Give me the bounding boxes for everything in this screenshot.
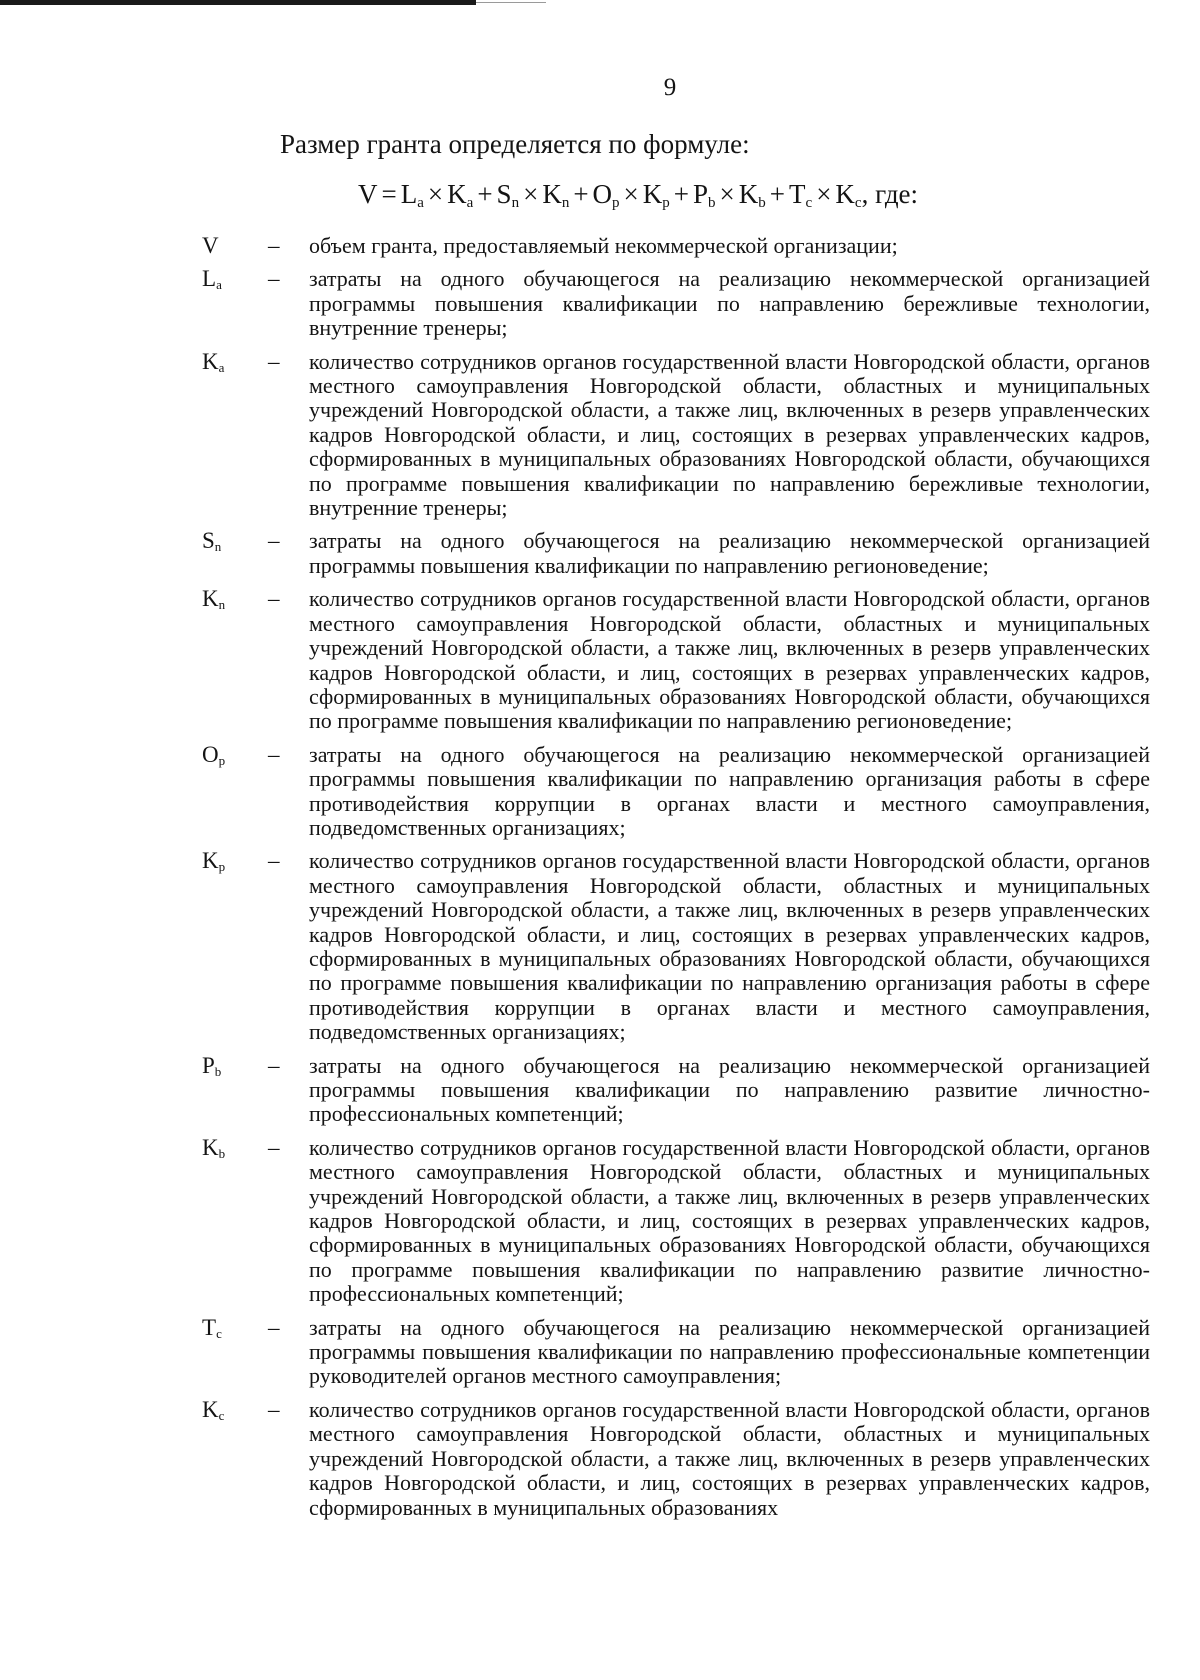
formula-operator: × xyxy=(427,179,444,209)
formula-operator: = xyxy=(381,179,397,209)
definition-symbol: $K_n$ xyxy=(202,586,226,613)
formula-term: S xyxy=(496,179,512,209)
definition-item xyxy=(0,529,1200,578)
formula-term: P xyxy=(693,179,709,209)
formula-operator: × xyxy=(719,179,735,209)
formula-term: K xyxy=(738,179,759,209)
definition-symbol: $O_p$ xyxy=(202,741,226,768)
formula-term: K xyxy=(542,179,562,209)
definition-text: затраты на одного обучающегося на реализацию некоммерческой организацией программы повышения квалификации по направлению профессиональные компетенции руководителей органов местного самоуправления; xyxy=(309,1314,1150,1389)
definition-dash: – xyxy=(268,1052,280,1078)
definition-item xyxy=(0,849,1200,1044)
definition-text: количество сотрудников органов государственной власти Новгородской области, органов местного самоуправления Новгородской области, областных и муниципальных учреждений Новгородской области, а также лиц, включенных в резерв управленческих кадров Новгородской области, и лиц, состоящих в резервах управленческих кадров, сформированных в муниципальных образованиях Новгородской области, обучающихся по программе повышения квалификации по направлению развитие личностно-профессиональных компетенций; xyxy=(309,1134,1150,1307)
definition-symbol: $L_a$ xyxy=(202,266,222,293)
definition-item xyxy=(0,1316,1200,1389)
formula-subscript: n xyxy=(561,195,570,211)
definition-item xyxy=(0,267,1200,340)
formula-subscript: b xyxy=(708,195,716,211)
grant-formula xyxy=(358,177,918,211)
definition-symbol: $K_b$ xyxy=(202,1134,226,1161)
definition-text: объем гранта, предоставляемый некоммерческой организации; xyxy=(309,233,898,258)
formula-subscript: b xyxy=(758,195,766,211)
definition-symbol: $K_a$ xyxy=(202,348,225,375)
definition-symbol: $T_c$ xyxy=(202,1314,222,1341)
formula-subscript: a xyxy=(417,195,424,211)
definition-dash: – xyxy=(268,348,280,374)
formula-term: L xyxy=(400,179,418,209)
definition-symbol: $K_p$ xyxy=(202,848,226,875)
definition-item xyxy=(0,1398,1200,1520)
definition-dash: – xyxy=(268,741,280,767)
formula-term: O xyxy=(592,179,613,209)
definition-text: количество сотрудников органов государственной власти Новгородской области, органов местного самоуправления Новгородской области, областных и муниципальных учреждений Новгородской области, а также лиц, включенных в резерв управленческих кадров Новгородской области, и лиц, состоящих в резервах управленческих кадров, сформированных в муниципальных образованиях xyxy=(309,1396,1150,1520)
definition-item xyxy=(0,1054,1200,1127)
formula-suffix: , где: xyxy=(861,179,919,209)
definition-symbol: $S_n$ xyxy=(202,528,222,555)
definition-dash: – xyxy=(268,1396,280,1422)
definition-item xyxy=(0,587,1200,733)
definition-text: затраты на одного обучающегося на реализацию некоммерческой организацией программы повышения квалификации по направлению организация работы в сфере противодействия коррупции в органах власти и местного самоуправления, подведомственных организациях; xyxy=(309,741,1150,840)
definition-dash: – xyxy=(268,266,280,292)
definition-dash: – xyxy=(268,1134,280,1160)
definition-dash: – xyxy=(268,233,280,258)
formula-subscript: n xyxy=(511,195,520,211)
definition-text: затраты на одного обучающегося на реализацию некоммерческой организацией программы повышения квалификации по направлению бережливые технологии, внутренние тренеры; xyxy=(309,266,1150,341)
definition-item xyxy=(0,350,1200,521)
definition-dash: – xyxy=(268,528,280,554)
definition-symbol: V xyxy=(202,233,219,258)
definition-text: затраты на одного обучающегося на реализацию некоммерческой организацией программы повышения квалификации по направлению развитие личностно-профессиональных компетенций; xyxy=(309,1052,1150,1127)
page-number: 9 xyxy=(663,74,677,101)
formula-term: V xyxy=(358,179,378,209)
variable-definitions xyxy=(0,234,1200,1529)
formula-subscript: p xyxy=(662,195,670,211)
definition-symbol: $P_b$ xyxy=(202,1052,222,1079)
formula-term: K xyxy=(447,179,467,209)
formula-intro: Размер гранта определяется по формуле: xyxy=(280,129,750,159)
scan-edge-bar xyxy=(0,0,476,5)
definition-text: количество сотрудников органов государственной власти Новгородской области, органов местного самоуправления Новгородской области, областных и муниципальных учреждений Новгородской области, а также лиц, включенных в резерв управленческих кадров Новгородской области, и лиц, состоящих в резервах управленческих кадров, сформированных в муниципальных образованиях Новгородской области, обучающихся по программе повышения квалификации по направлению бережливые технологии, внутренние тренеры; xyxy=(309,348,1150,521)
formula-term: K xyxy=(642,179,663,209)
definition-text: затраты на одного обучающегося на реализацию некоммерческой организацией программы повышения квалификации по направлению регионоведение; xyxy=(309,528,1150,578)
definition-text: количество сотрудников органов государственной власти Новгородской области, органов местного самоуправления Новгородской области, областных и муниципальных учреждений Новгородской области, а также лиц, включенных в резерв управленческих кадров Новгородской области, и лиц, состоящих в резервах управленческих кадров, сформированных в муниципальных образованиях Новгородской области, обучающихся по программе повышения квалификации по направлению регионоведение; xyxy=(309,586,1150,734)
scan-edge-line xyxy=(476,2,546,3)
definition-dash: – xyxy=(268,848,280,874)
formula-operator: + xyxy=(573,179,589,209)
definition-symbol: $K_c$ xyxy=(202,1396,225,1423)
formula-operator: × xyxy=(623,179,639,209)
formula-operator: + xyxy=(673,179,690,209)
definition-item xyxy=(0,743,1200,841)
formula-operator: × xyxy=(816,179,832,209)
definition-dash: – xyxy=(268,586,280,612)
formula-subscript: a xyxy=(466,195,474,211)
formula-term: T xyxy=(789,179,806,209)
formula-operator: + xyxy=(477,179,493,209)
definition-text: количество сотрудников органов государственной власти Новгородской области, органов местного самоуправления Новгородской области, областных и муниципальных учреждений Новгородской области, а также лиц, включенных в резерв управленческих кадров Новгородской области, и лиц, состоящих в резервах управленческих кадров, сформированных в муниципальных образованиях Новгородской области, обучающихся по программе повышения квалификации по направлению организация работы в сфере противодействия коррупции в органах власти и местного самоуправления, подведомственных организациях; xyxy=(309,848,1150,1045)
formula-operator: + xyxy=(769,179,786,209)
definition-dash: – xyxy=(268,1314,280,1340)
formula-operator: × xyxy=(523,179,539,209)
formula-subscript: c xyxy=(805,195,813,211)
definition-item xyxy=(0,234,1200,258)
formula-term: K xyxy=(835,179,855,209)
formula-subscript: p xyxy=(612,195,620,211)
formula-subscript: c xyxy=(854,195,862,211)
definition-item xyxy=(0,1136,1200,1307)
